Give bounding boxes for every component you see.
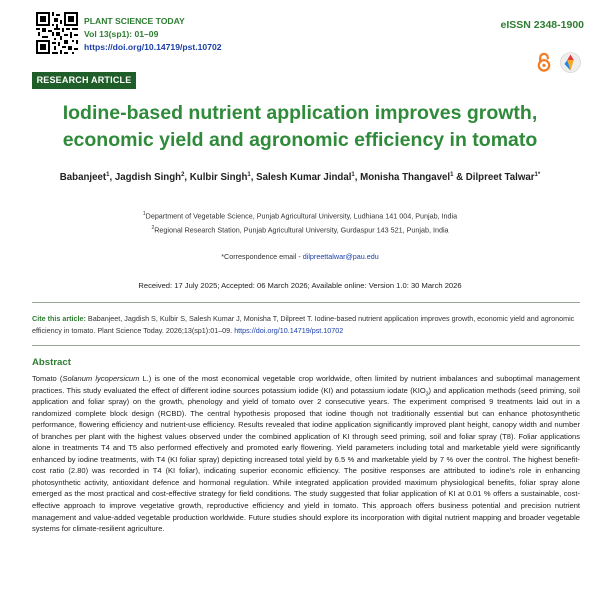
affiliations (60, 208, 540, 237)
qr-code-icon (36, 12, 78, 54)
abstract-segment: Tomato ( (32, 374, 63, 383)
author-affiliation-mark: 2 (181, 172, 185, 178)
divider (32, 345, 580, 346)
publication-dates: Received: 17 July 2025; Accepted: 06 March 2026; Available online: Version 1.0: 30 March 2026 (138, 281, 462, 290)
article-title: Iodine-based nutrient application improves growth, economic yield and agronomic efficiency in tomato (62, 102, 538, 151)
author (190, 172, 256, 183)
author-separator: , (354, 172, 361, 184)
citation-text: Babanjeet, Jagdish S, Kulbir S, Salesh Kumar J, Monisha T, Dilpreet T. Iodine-based nutrient application improves growth, economic yield and agronomic efficiency in tomato. Plant Science Today. 2026;13(sp1):01–09. (32, 314, 575, 335)
author-affiliation-mark: 1 (106, 172, 110, 178)
author-affiliation-mark: 1 (247, 172, 251, 178)
affiliation (60, 208, 540, 222)
correspondence-label: *Correspondence email - (221, 252, 301, 261)
correspondence-email-link[interactable]: dilpreettalwar@pau.edu (302, 252, 379, 261)
open-access-icon[interactable] (537, 52, 551, 72)
article-type-badge: RESEARCH ARTICLE (32, 72, 136, 89)
journal-doi-link[interactable]: https://doi.org/10.14719/pst.10702 (84, 42, 222, 52)
abstract-segment: L.) is one of the most economical vegetable crop worldwide, often limited by nutrient imbalances and suboptimal management practices. This study evaluated the effect of different iodine sources potassium iodide (KI) and potassium iodate (KIO (32, 374, 581, 395)
correspondence (60, 252, 540, 261)
author (115, 172, 190, 183)
author (360, 172, 466, 183)
crossmark-icon[interactable] (560, 52, 581, 73)
author-name: Salesh Kumar Jindal (256, 172, 352, 184)
author (256, 172, 360, 183)
affiliation-text: Regional Research Station, Punjab Agricultural University, Gurdaspur 143 521, Punjab, India (154, 225, 449, 235)
affiliation-text: Department of Vegetable Science, Punjab Agricultural University, Ludhiana 141 004, Punjab, India (145, 211, 458, 221)
author-separator: , (250, 172, 257, 184)
affiliation (60, 222, 540, 236)
author-separator: & (453, 172, 466, 184)
journal-name: PLANT SCIENCE TODAY (84, 16, 185, 26)
author-name: Dilpreet Talwar (465, 172, 535, 184)
author-separator: , (184, 172, 190, 184)
divider (32, 302, 580, 303)
abstract-text (32, 373, 580, 535)
citation-block (32, 313, 580, 337)
author-separator: , (109, 172, 115, 184)
author-name: Babanjeet (59, 172, 107, 184)
author-name: Kulbir Singh (189, 172, 248, 184)
author (60, 172, 115, 183)
author-affiliation-mark: 1 (450, 172, 454, 178)
author (466, 172, 540, 183)
author-name: Jagdish Singh (114, 172, 182, 184)
chemical-subscript: 3 (425, 391, 429, 398)
citation-doi-link[interactable]: https://doi.org/10.14719/pst.10702 (234, 326, 344, 335)
journal-volume: Vol 13(sp1): 01–09 (84, 29, 159, 39)
affiliation-mark: 1 (142, 211, 146, 217)
author-affiliation-mark: 1* (534, 172, 541, 178)
abstract-heading: Abstract (32, 357, 71, 368)
affiliation-mark: 2 (151, 225, 155, 232)
author-list (30, 172, 570, 183)
author-affiliation-mark: 1 (351, 172, 355, 178)
citation-label: Cite this article: (32, 314, 86, 323)
species-name: Solanum lycopersicum (62, 374, 140, 383)
author-name: Monisha Thangavel (360, 172, 451, 184)
journal-info (84, 15, 222, 54)
issn: eISSN 2348-1900 (500, 19, 584, 31)
abstract-segment: ) and application methods (seed priming, soil application and foliar spray) on the growth, phenology and yield of tomato over 2 consecutive years. The experiment comprised 9 treatments laid out in a randomized complete block design (RCBD). The central hypothesis proposed that iodine though not traditionally essential but can enhance photosynthetic performance, flowering efficiency and nutrient-use efficiency. Results revealed that iodine application significantly improved plant height, canopy width and number of branches per plant with the highest values observed under the combined application of KI through seed priming, soil and foliar spray (T8). Foliar applications alone in treatments T4 and T5 also performed effectively and promoted early flowering. Yield parameters including total and marketable yield were significantly enhanced by iodine treatments, with T4 (KI foliar spray) depicting increased total yield by 6.5 % and marketable yield by 7 % over the control. The highest benefit-cost ratio (2.80) was recorded in T4 (KI foliar), indicating superior economic efficiency. The positive responses are attributed to iodine's role in enhancing photosynthetic activity, antioxidant defence and hormonal regulation. While integrated application provided maximum physiological benefits, foliar spray alone emerged as the most practical and cost-effective strategy for field conditions. The study suggested that foliar application of KI at 0.01 % offers a sustainable, cost-effective approach to improve vegetative growth, reproductive efficiency and yield in tomato. This approach offers business potential and precision nutrient management and value-added vegetable production worldwide. Future studies should explore its incorporation with digital nutrient mapping and broader vegetable systems for climate-resilient agriculture. (32, 385, 580, 534)
